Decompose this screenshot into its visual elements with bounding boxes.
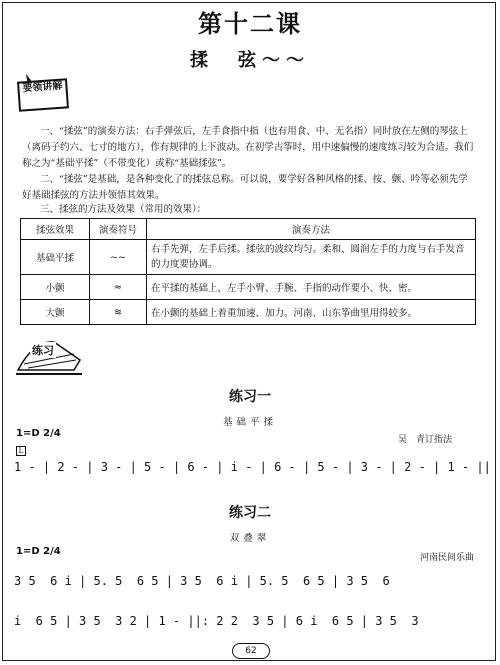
lesson-title: 第十二课 [198, 9, 302, 38]
paragraph-1: 一、“揉弦”的演奏方法：右手弹弦后，左手食指中指（也有用食、中、无名指）同时放在左侧的琴弦上（离码子约六、七寸的地方），作有规律的上下波动。在初学古筝时，用中速偏慢的速度练习较为合适。我们称之为“基础平揉”（不带变化）或称“基础揉弦”。 [22, 126, 474, 169]
exercise-1-key: 1=D 2/4 [16, 428, 61, 439]
exercise-2-subheading: 双叠翠 [229, 533, 271, 544]
key-points-badge [12, 72, 72, 116]
page-number: 62 [232, 643, 270, 659]
paragraph-3: 三、揉弦的方法及效果（常用的效果）： [40, 204, 207, 215]
header-effect: 揉弦效果 [21, 219, 90, 240]
cell-effect: 小颤 [21, 275, 90, 300]
cell-symbol: ≈ [90, 275, 147, 300]
fingering-mark-icon: L [16, 446, 26, 456]
table-header-row [21, 219, 476, 240]
cell-effect: 基础平揉 [21, 240, 90, 275]
exercise-2-source: 河南民间乐曲 [420, 553, 475, 563]
cell-symbol: ~~ [90, 240, 147, 275]
exercise-1-notation: 1 - | 2 - | 3 - | 5 - | 6 - | i - | 6 - | 5 - | 3 - | 2 - | 1 - || [14, 460, 491, 474]
exercise-1-heading: 练习一 [229, 389, 271, 405]
cell-effect: 大颤 [21, 300, 90, 325]
header-method: 演奏方法 [147, 219, 476, 240]
exercise-2-notation-line-2: i 6 5 | 3 5 3 2 | 1 - ||: 2 2 3 5 | 6 i 6 5 | 3 5 3 [14, 614, 419, 628]
header-symbol: 演奏符号 [90, 219, 147, 240]
exercise-1-subheading: 基础平揉 [222, 417, 277, 428]
exercise-1-fingering-credit: 吴 青订指法 [398, 435, 453, 445]
exercise-2-key: 1=D 2/4 [16, 546, 61, 557]
cell-method: 在小颤的基础上着重加速、加力。河南、山东筝曲里用得较多。 [147, 300, 476, 325]
practice-label: 练习 [32, 344, 54, 357]
exercise-2-heading: 练习二 [229, 505, 271, 521]
cell-method: 右手先弹，左手后揉。揉弦的波纹均匀。柔和、圆润左手的力度与右手发音的力度要协调。 [147, 240, 476, 275]
practice-badge [14, 330, 84, 382]
cell-method: 在平揉的基础上，左手小臂、手腕、手指的动作要小、快、密。 [147, 275, 476, 300]
table-row [21, 275, 476, 300]
paragraph-2: 二、“揉弦”是基础，是各种变化了的揉弦总称。可以说，要学好各种风格的揉、按、颤、吟等必须先学好基础揉弦的方法并领悟其效果。 [22, 174, 468, 201]
cell-symbol: ≋ [90, 300, 147, 325]
table-row [21, 300, 476, 325]
exercise-2-notation-line-1: 3 5 6 i | 5. 5 6 5 | 3 5 6 i | 5. 5 6 5 | 3 5 6 [14, 574, 390, 588]
technique-table [20, 218, 476, 325]
lesson-subtitle: 揉 弦～～ [190, 50, 310, 71]
table-row [21, 240, 476, 275]
badge-label: 要领讲解 [17, 78, 69, 111]
